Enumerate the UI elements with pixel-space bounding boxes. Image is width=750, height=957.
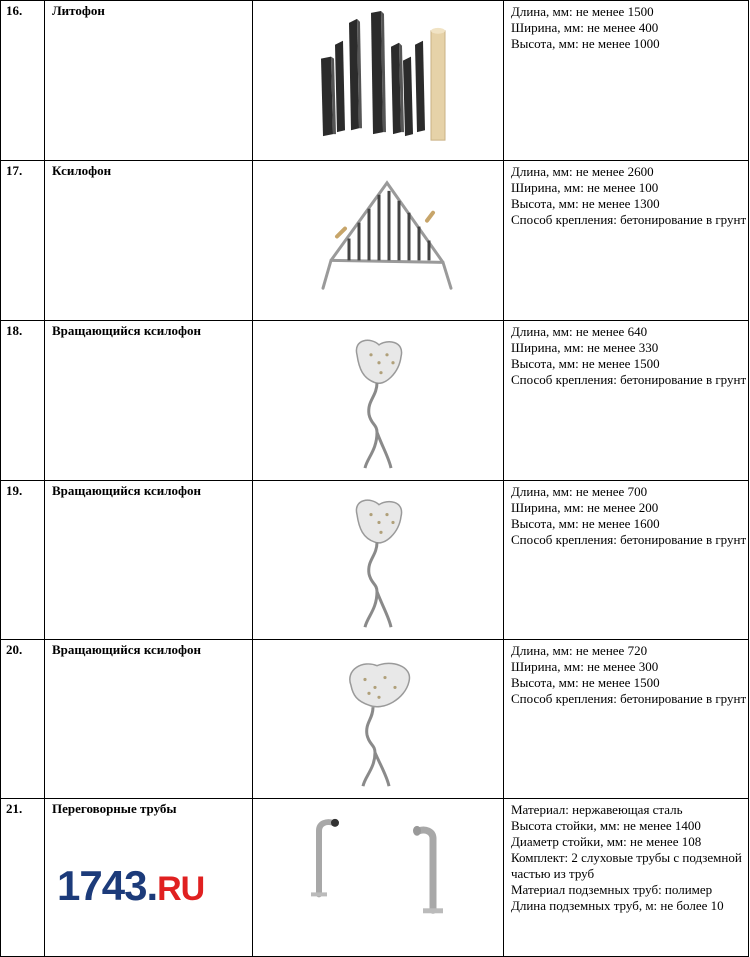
- xylophone-image: [253, 161, 503, 320]
- spec-line: Длина подземных труб, м: не более 10: [511, 898, 724, 913]
- spec-line: Высота, мм: не менее 1500: [511, 356, 660, 371]
- item-specs: [504, 321, 749, 481]
- item-name: Ксилофон: [45, 161, 253, 321]
- item-image-cell: [253, 640, 504, 799]
- spec-line: Способ крепления: бетонирование в грунт: [511, 691, 747, 706]
- row-number: 18.: [1, 321, 45, 481]
- spec-line: Высота стойки, мм: не менее 1400: [511, 818, 701, 833]
- item-image-cell: [253, 161, 504, 321]
- spec-line: Материал: нержавеющая сталь: [511, 802, 683, 817]
- talking-tubes-image: [253, 799, 503, 956]
- spec-line: Высота, мм: не менее 1600: [511, 516, 660, 531]
- rotating-xylophone-image: [253, 321, 503, 480]
- spec-line: Длина, мм: не менее 720: [511, 643, 648, 658]
- rotating-xylophone-image: [253, 481, 503, 639]
- table-row: [1, 481, 749, 640]
- item-image-cell: [253, 481, 504, 640]
- item-name-cell: [45, 799, 253, 957]
- row-number: 19.: [1, 481, 45, 640]
- table-row: [1, 640, 749, 799]
- site-logo: 1743.RU: [57, 862, 205, 909]
- table-row: [1, 799, 749, 957]
- spec-line: Длина, мм: не менее 1500: [511, 4, 654, 19]
- item-name: Вращающийся ксилофон: [45, 321, 253, 481]
- table-row: [1, 1, 749, 161]
- item-specs: [504, 481, 749, 640]
- item-image-cell: [253, 1, 504, 161]
- row-number: 17.: [1, 161, 45, 321]
- spec-line: Высота, мм: не менее 1000: [511, 36, 660, 51]
- item-name: Вращающийся ксилофон: [45, 481, 253, 640]
- spec-line: Диаметр стойки, мм: не менее 108: [511, 834, 702, 849]
- spec-line: Высота, мм: не менее 1300: [511, 196, 660, 211]
- item-image-cell: [253, 799, 504, 957]
- item-specs: [504, 161, 749, 321]
- item-image-cell: [253, 321, 504, 481]
- spec-line: Ширина, мм: не менее 330: [511, 340, 659, 355]
- spec-line: Ширина, мм: не менее 100: [511, 180, 659, 195]
- item-specs: [504, 799, 749, 957]
- item-specs: [504, 640, 749, 799]
- item-name: Литофон: [45, 1, 253, 161]
- lithophone-image: [253, 1, 503, 160]
- spec-line: Способ крепления: бетонирование в грунт: [511, 372, 747, 387]
- spec-line: Длина, мм: не менее 700: [511, 484, 648, 499]
- item-name: Переговорные трубы: [52, 801, 177, 816]
- row-number: 21.: [1, 799, 45, 957]
- item-specs: [504, 1, 749, 161]
- table-row: [1, 321, 749, 481]
- spec-line: Материал подземных труб: полимер: [511, 882, 713, 897]
- spec-line: Ширина, мм: не менее 200: [511, 500, 659, 515]
- spec-line: Ширина, мм: не менее 400: [511, 20, 659, 35]
- table-row: [1, 161, 749, 321]
- row-number: 20.: [1, 640, 45, 799]
- spec-line: Высота, мм: не менее 1500: [511, 675, 660, 690]
- spec-line: Длина, мм: не менее 2600: [511, 164, 654, 179]
- spec-line: Комплект: 2 слуховые трубы с подземной частью из труб: [511, 850, 742, 881]
- spec-line: Способ крепления: бетонирование в грунт: [511, 212, 747, 227]
- row-number: 16.: [1, 1, 45, 161]
- spec-line: Ширина, мм: не менее 300: [511, 659, 659, 674]
- item-name: Вращающийся ксилофон: [45, 640, 253, 799]
- spec-line: Способ крепления: бетонирование в грунт: [511, 532, 747, 547]
- spec-line: Длина, мм: не менее 640: [511, 324, 648, 339]
- rotating-xylophone-image: [253, 640, 503, 798]
